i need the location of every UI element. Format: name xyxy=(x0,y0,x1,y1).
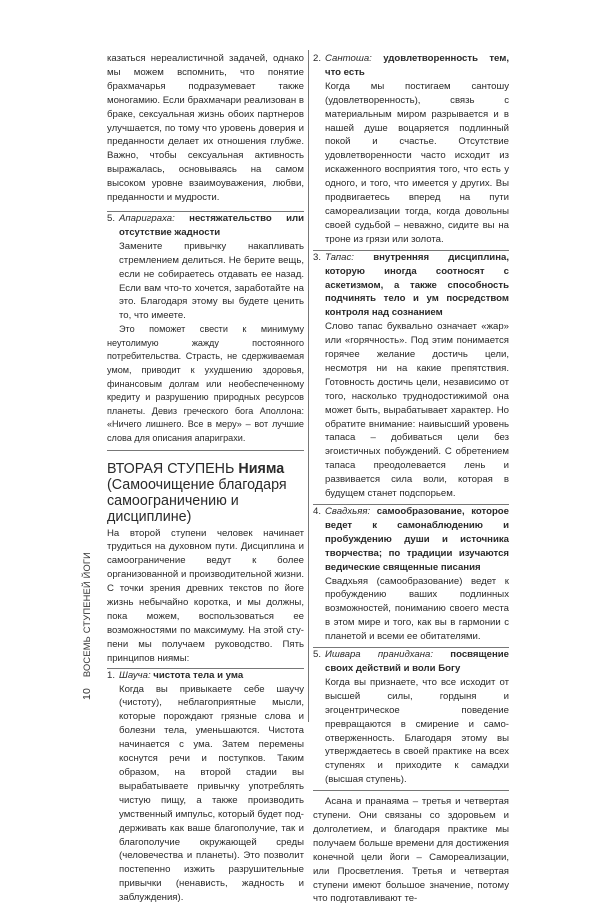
section-divider xyxy=(107,450,304,451)
item-body: Замените привычку накапливать стремлением делиться. Не берите вещь, если не собираетесь отдавать ее назад. Если вам что-то хочется, заработайте на это. Благодаря этому вы будете ценить то, что имеете. xyxy=(119,240,304,322)
item-body: Свадхьяя (самообразование) ведет к пробуждению ваших подлинных возможностей, пониманию своего места в этом мире и того, как вы в гармонии с планетой и всеми ее обитателями. xyxy=(325,575,509,643)
item-number: 3. xyxy=(313,251,322,263)
list-item-aparigraha xyxy=(107,212,304,323)
item-term: Апариграха: xyxy=(119,212,175,224)
item-heading: чистота тела и ума xyxy=(153,669,244,681)
item-term: Шауча: xyxy=(119,669,151,681)
item-term: Свадхьяя: xyxy=(325,506,371,517)
list-item-svadhyaya xyxy=(313,505,509,644)
list-item-tapas xyxy=(313,251,509,501)
section-title-prefix: ВТОРАЯ СТУПЕНЬ xyxy=(107,460,235,477)
column-divider xyxy=(308,50,309,722)
item-number: 5. xyxy=(313,649,322,661)
section-title xyxy=(107,461,304,477)
running-title: ВОСЕМЬ СТУПЕНЕЙ ЙОГИ xyxy=(82,551,92,678)
page-number: 10 xyxy=(81,687,93,700)
asana-paragraph: Асана и пранаяма – третья и четвертая ступени. Они связаны со здоровьем и долголетием, и благодаря практике мы получаем больше времени для достижения конечной цели йоги – Самореализации, или Просветления. Третья и четвертая ступени имеют большое значение, потому что подготавливают те- xyxy=(313,796,509,905)
item-number: 1. xyxy=(107,669,116,681)
item-heading: нестяжательство или отсутствие жадности xyxy=(119,212,304,238)
item-term: Тапас: xyxy=(325,251,354,263)
aparigraha-paragraph: Это поможет свести к минимуму неутолимую жажду постоянного потребительства. Страсть, не сдерживаемая умом, приводит к ухудшению здоровья, финансовым долгам или необеспеченному кредиту и разрушению природных ресурсов планеты. Девиз греческого бога Аполлона: «Ничего лишнего. Все в меру» – вот лучшие слова для описания апариграхи. xyxy=(107,324,304,443)
intro-paragraph: казаться нереалистичной задачей, однако мы можем вспомнить, что понятие брахмачарья подразумевает также моногамию. Если брахмачари реализован в браке, сексуальная жизнь обоих партнеров улучшается, по тому что уровень доверия и преданности делает их отношения глубже. Важно, чтобы сексуальная активность выражалась, основываясь на самом высоком уровне взаимоуважения, любви, преданности и мудрости. xyxy=(107,53,304,204)
item-body: Когда мы постигаем сантошу (удовлетворенность), связь с материальным миром разрывается и в нашей душе воцаряется подлинный покой и счастье. Отсутствие удовлетворенности часто исходит из искаженного восприятия того, что есть у одного, и того, что имеется у других. Вы продвигаетесь вперед на пути самореализации тогда, когда довольны своей судьбой – неважно, сидите вы на троне из грязи или золота. xyxy=(325,80,509,245)
right-column xyxy=(313,52,509,906)
item-heading: посвящение своих действий и воли Богу xyxy=(325,649,509,674)
item-body: Когда вы признаете, что все исходит от высшей силы, гордыня и эгоцентрическое поведение превращаются в смирение и самоотверженность. Благодаря этому вы утверждаетесь в своей практике на всех ступенях и приходите к самадхи (высшая ступень). xyxy=(325,676,509,786)
section-subtitle: (Самоочищение благодаря самоограничению и дисциплине) xyxy=(107,476,287,525)
page-footer xyxy=(81,552,93,700)
niyama-paragraph: На второй ступени человек начинает трудиться на духовном пути. Дисциплина и самоограничение ведут к более организованной и производительной жизни. С точки зрения древних текстов по йоге жизнь небычайно коротка, и мы должны, пока можем, воспользоваться ее возможностями по максимуму. На этой ступени мы получаем руководство. Пять принципов ниямы: xyxy=(107,527,304,664)
list-item-santosha xyxy=(313,52,509,247)
item-term: Сантоша: xyxy=(325,53,372,64)
list-item-shaucha xyxy=(107,669,304,905)
left-column xyxy=(107,52,304,905)
item-number: 4. xyxy=(313,506,322,517)
item-term: Ишвара пранидхана: xyxy=(325,649,434,661)
item-heading: самообразование, которое ведет к самонаблюдению и пробуждению души и источника творчества; по традиции изучаются ведические священные писания xyxy=(325,506,509,573)
section-title-name: Нияма xyxy=(238,460,285,477)
item-body: Когда вы привыкаете себе шаучу (чистоту), неблагоприятные мысли, которые порождают грязные слова и болезни тела, уменьшаются. Чистота начинается с ума. Затем перемены коснутся речи и поступков. Таким образом, на второй стадии вы вырабатываете привычку употреблять чистую пищу, а также производить умственный импульс, который будет поддерживать как ваше благополучие, так и благополучие окружающей среды (человечества и планеты). Это позволит постепенно изжить разрушительные привычки (ненависть, жадность и заблуждения). xyxy=(119,683,304,904)
list-item-ishvara xyxy=(313,648,509,787)
item-body: Слово тапас буквально означает «жар» или «горячность». Под этим понимается горячее желание достичь цели, несмотря ни на какие препятствия. Готовность достичь цели, независимо от того, насколько труднодостижимой она может быть, вырабатывает характер. Но обратите внимание: наивысший уровень тапаса – добиваться цели без эгоистичных побуждений. С обретением тапаса преодолевается лень и развивается сила воли, которая в будущем станет подспорьем. xyxy=(325,321,509,500)
item-number: 5. xyxy=(107,212,116,224)
item-number: 2. xyxy=(313,53,322,64)
item-heading: удовлетворенность тем, что есть xyxy=(325,53,509,78)
item-divider xyxy=(313,790,509,791)
item-heading: внутренняя дисциплина, которую иногда соотносят с аскетизмом, а также способность подчинять тело и ум посредством контроля над сознанием xyxy=(325,251,509,319)
